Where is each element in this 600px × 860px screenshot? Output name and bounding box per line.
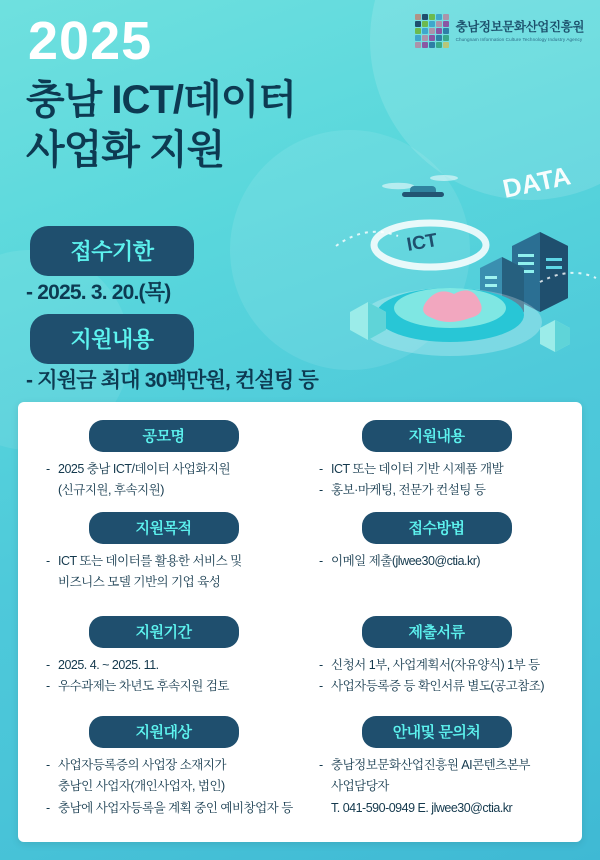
section-list-support-content [307, 460, 566, 501]
section-support-purpose [34, 512, 293, 610]
section-title-support-purpose: 지원목적 [89, 512, 239, 544]
list-item: - 신청서 1부, 사업계획서(자유양식) 1부 등 [319, 656, 566, 675]
poster-year: 2025 [28, 11, 153, 71]
section-title-apply-method: 접수방법 [362, 512, 512, 544]
section-apply-method [307, 512, 566, 610]
section-list-apply-method [307, 552, 566, 571]
section-title-contest-name: 공모명 [89, 420, 239, 452]
list-item: 비즈니스 모델 기반의 기업 육성 [58, 575, 221, 590]
support-amount-text: - 지원금 최대 30백만원, 컨설팅 등 [26, 369, 318, 392]
illustration [330, 150, 600, 400]
section-title-eligibility: 지원대상 [89, 716, 239, 748]
section-contact [307, 716, 566, 820]
pill-deadline: 접수기한 [30, 226, 194, 276]
section-title-support-period: 지원기간 [89, 616, 239, 648]
poster-title-line1: 충남 ICT/데이터 [26, 78, 296, 122]
section-title-contact: 안내및 문의처 [362, 716, 512, 748]
svg-text:DATA: DATA [500, 160, 574, 204]
section-support-content [307, 420, 566, 506]
list-item: - 사업자등록증의 사업장 소재지가 [46, 756, 293, 775]
section-list-contest-name [34, 460, 293, 501]
logo-name-ko: 충남정보문화산업진흥원 [455, 20, 584, 35]
logo-name-en: Chungnam Information Culture Technology Industry Agency [455, 36, 583, 42]
section-support-period [34, 616, 293, 710]
list-item: - 충남정보문화산업진흥원 AI콘텐츠본부 [319, 756, 566, 775]
list-item: - 2025. 4. ~ 2025. 11. [46, 656, 293, 675]
info-card [18, 402, 582, 842]
deadline-text: - 2025. 3. 20.(목) [26, 281, 171, 304]
list-item: 사업담당자 [331, 779, 389, 794]
pill-support-amount: 지원내용 [30, 314, 194, 364]
list-item: - 홍보·마케팅, 전문가 컨설팅 등 [319, 481, 566, 500]
logo-text [456, 20, 584, 42]
section-contest-name [34, 420, 293, 506]
list-item: - ICT 또는 데이터를 활용한 서비스 및 [46, 552, 293, 571]
section-title-support-content: 지원내용 [362, 420, 512, 452]
section-list-contact [307, 756, 566, 818]
list-item: T. 041-590-0949 E. jlwee30@ctia.kr [331, 800, 513, 815]
list-item: - 충남에 사업자등록을 계획 중인 예비창업자 등 [46, 799, 293, 818]
list-item: (신규지원, 후속지원) [58, 483, 164, 498]
logo-mark-icon [415, 14, 449, 48]
section-list-support-purpose [34, 552, 293, 593]
section-list-eligibility [34, 756, 293, 818]
section-list-documents [307, 656, 566, 697]
list-item: 충남인 사업자(개인사업자, 법인) [58, 779, 225, 794]
list-item: - 2025 충남 ICT/데이터 사업화지원 [46, 460, 293, 479]
info-grid [18, 402, 582, 842]
list-item: - 이메일 제출(jlwee30@ctia.kr) [319, 552, 566, 571]
list-item: - 사업자등록증 등 확인서류 별도(공고참조) [319, 677, 566, 696]
poster-title-line2: 사업화 지원 [26, 128, 225, 172]
section-title-documents: 제출서류 [362, 616, 512, 648]
agency-logo [415, 14, 584, 48]
svg-text:ICT: ICT [405, 229, 440, 256]
list-item: - ICT 또는 데이터 기반 시제품 개발 [319, 460, 566, 479]
section-eligibility [34, 716, 293, 820]
section-documents [307, 616, 566, 710]
section-list-support-period [34, 656, 293, 697]
list-item: - 우수과제는 차년도 후속지원 검토 [46, 677, 293, 696]
